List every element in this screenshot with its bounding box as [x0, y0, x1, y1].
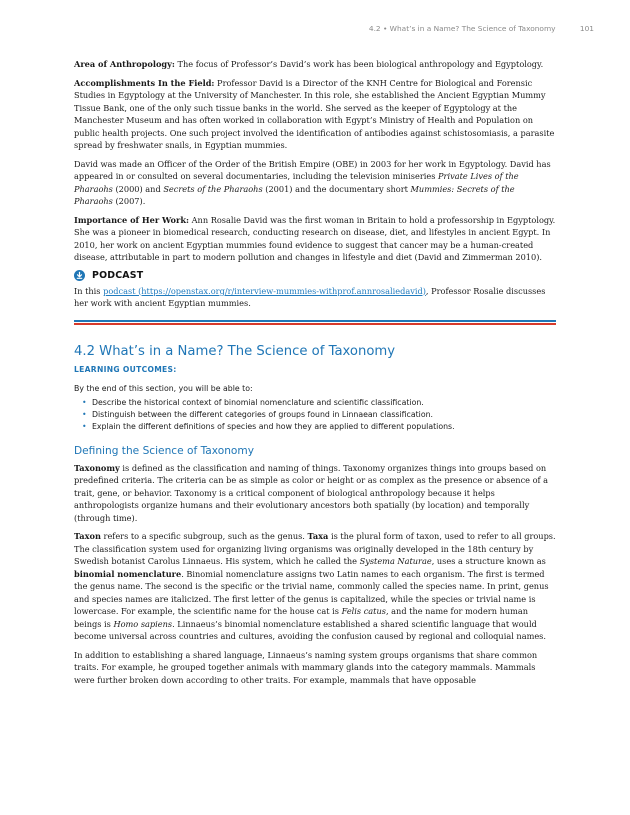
learning-outcomes [74, 383, 556, 434]
bullet-icon: • [82, 422, 87, 432]
outcome-item [82, 397, 556, 409]
term-taxonomy: Taxonomy [74, 462, 120, 473]
importance-label: Importance of Her Work: [74, 214, 190, 225]
podcast-text-1: In this [74, 285, 104, 296]
obe-text-3: (2001) and the documentary short [262, 183, 411, 194]
podcast-link[interactable]: podcast (https://openstax.org/r/interview-mummies-withprof.annrosaliedavid) [103, 285, 426, 296]
area-paragraph [74, 58, 556, 71]
outcome-item [82, 421, 556, 433]
outcome-item [82, 409, 556, 421]
learning-outcomes-heading: LEARNING OUTCOMES: [74, 364, 177, 374]
accomplishments-label: Accomplishments In the Field: [74, 77, 215, 88]
podcast-header [74, 270, 556, 281]
divider-red-line [74, 323, 556, 325]
taxonomy-paragraph [74, 462, 556, 525]
taxon-text-3: , uses a structure known as [431, 556, 546, 567]
bullet-icon: • [82, 410, 87, 420]
podcast-text-2: , Professor Rosalie discusses her work with ancient Egyptian mummies. [74, 285, 546, 308]
obe-text-4: (2007). [112, 196, 146, 206]
divider-blue-line [74, 320, 556, 322]
podcast-body [74, 285, 556, 310]
taxon-text-1: refers to a specific subgroup, such as the genus. [100, 531, 308, 542]
subsection-title: Defining the Science of Taxonomy [74, 444, 254, 457]
running-head [369, 24, 594, 33]
importance-text: Ann Rosalie David was the first woman in Britain to hold a professorship in Egyptology. She was a pioneer in biomedical research, conducting research on disease, diet, and lifestyles in ancient Egypt. In 2010, her work on ancient Egyptian mummies found evidence to suggest that cancer may be a human-created disease, attributable in part to modern pollution and changes in lifestyle and diet (David and Zimmerman 2010). [74, 214, 556, 262]
obe-paragraph [74, 158, 556, 208]
term-taxon: Taxon [74, 531, 101, 542]
profile-block [74, 58, 556, 264]
systema-naturae: Systema Naturae [359, 556, 432, 567]
section-title: 4.2 What’s in a Name? The Science of Taxonomy [74, 343, 396, 359]
podcast-paragraph [74, 285, 556, 310]
taxon-paragraph [74, 530, 556, 643]
outcome-text: Describe the historical context of binomial nomenclature and scientific classification. [92, 397, 424, 407]
obe-text-1: David was made an Officer of the Order of the British Empire (OBE) in 2003 for her work in Egyptology. David has appeared in or consulted on several documentaries, including the television miniseries [74, 158, 551, 181]
learning-outcomes-intro: By the end of this section, you will be able to: [74, 383, 253, 393]
podcast-label: PODCAST [92, 269, 144, 281]
download-icon [74, 270, 85, 281]
shared-language-paragraph: In addition to establishing a shared language, Linnaeus’s naming system groups organisms that share common traits. For example, he grouped together animals with mammary glands into the category mammals. Mammals were further broken down according to other traits. For example, mammals that have opposable [74, 649, 538, 685]
taxon-text-2: is the plural form of taxon, used to refer to all groups. The classification system used for organizing living organisms was originally developed in the 18th century by Swedish botanist Carolus Linnaeus. His system, which he called the [74, 531, 556, 567]
area-text: The focus of Professor’s David’s work has been biological anthropology and Egyptology. [174, 59, 544, 69]
homo-sapiens: Homo sapiens [113, 618, 173, 629]
term-binomial-nomenclature: binomial nomenclature [74, 568, 182, 579]
taxonomy-text: is defined as the classification and naming of things. Taxonomy organizes things into groups based on predefined criteria. The criteria can be as simple as color or height or as complex as the presence or absence of a trait, gene, or behavior. Taxonomy is a critical component of biological anthropology because it helps anthropologists organize humans and their evolutionary ancestors both spatially (by location) and temporally (through time). [74, 462, 549, 523]
term-taxa: Taxa [307, 531, 329, 542]
main-content [74, 58, 556, 692]
outcome-text: Explain the different definitions of species and how they are applied to different populations. [92, 422, 455, 432]
running-title: 4.2 • What’s in a Name? The Science of Taxonomy [368, 24, 556, 33]
feature-divider [74, 320, 556, 322]
documentary-title-3: Mummies: Secrets of the Pharaohs [74, 183, 515, 206]
taxon-text-4: . Binomial nomenclature assigns two Latin names to each organism. The first is termed the genus name. The second is the specific or the trivial name, commonly called the species name. In print, genus and species names are italicized. The first letter of the genus is capitalized, while the species or trivial name is lowercase. For example, the scientific name for the house cat is [74, 568, 549, 617]
taxonomy-body [74, 462, 556, 687]
accomplishments-paragraph [74, 77, 556, 152]
area-label: Area of Anthropology: [74, 59, 175, 69]
bullet-icon: • [82, 397, 87, 407]
documentary-title-2: Secrets of the Pharaohs [163, 183, 263, 194]
documentary-title-1: Private Lives of the Pharaohs [74, 171, 519, 194]
outcome-text: Distinguish between the different categories of groups found in Linnaean classification. [92, 410, 434, 420]
outcomes-list [74, 397, 556, 434]
page-number: 101 [579, 24, 594, 33]
taxon-text-6: . Linnaeus’s binomial nomenclature established a shared scientific language that would become universal across countries and cultures, avoiding the confusion caused by regional and colloquial names. [74, 618, 546, 642]
taxon-text-5: , and the name for modern human beings is [74, 606, 529, 629]
obe-text-2: (2000) and [112, 183, 164, 194]
importance-paragraph [74, 214, 556, 264]
accomplishments-text: Professor David is a Director of the KNH Centre for Biological and Forensic Studies in Egyptology at the University of Manchester. In this role, she established the Ancient Egyptian Mummy Tissue Bank, one of the only such tissue banks in the world. She served as the keeper of Egyptology at the Manchester Museum and has often worked in collaboration with Egypt’s Ministry of Health and Population on public health projects. One such project involved the identification of antibodies against schistosomiasis, a parasite spread by freshwater snails, in Egyptian mummies. [74, 77, 555, 150]
felis-catus: Felis catus [341, 606, 386, 617]
